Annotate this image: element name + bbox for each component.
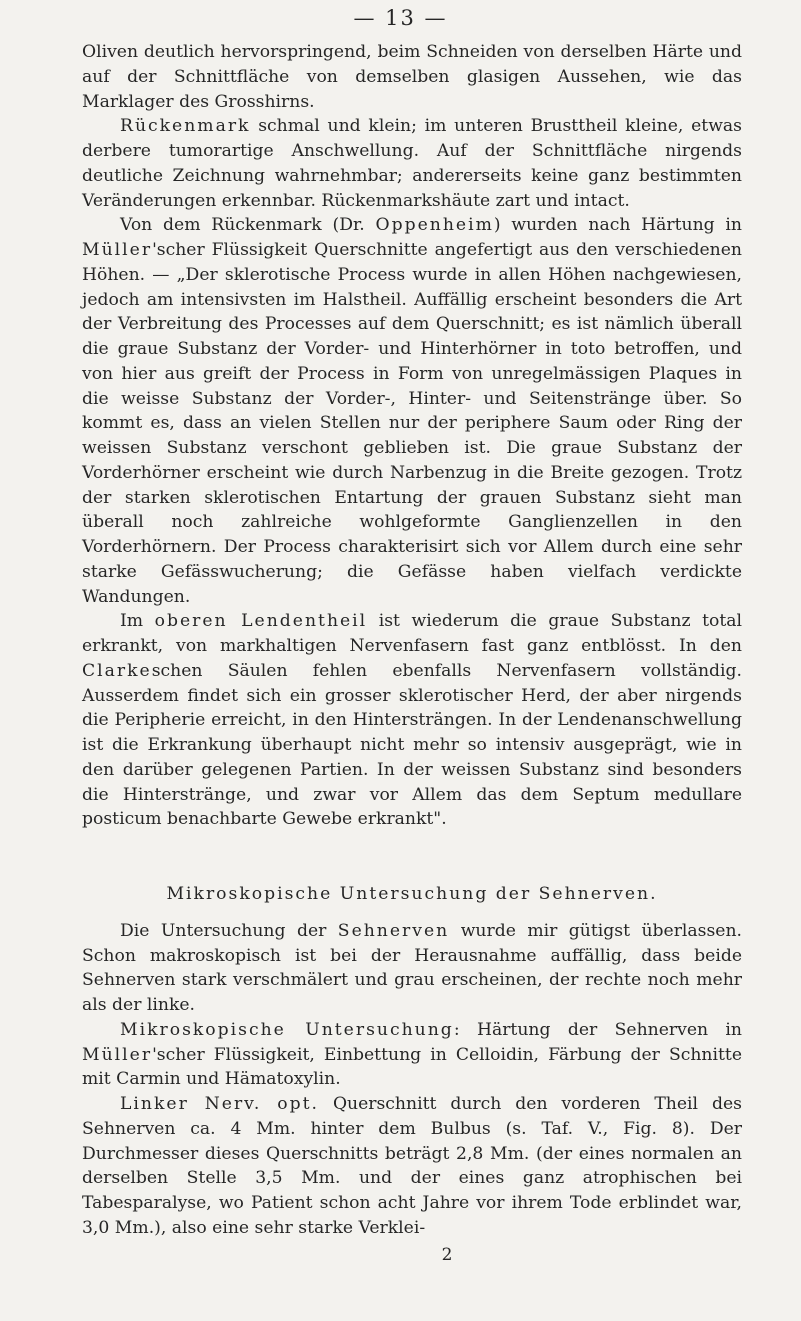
term-lendentheil: oberen Lendentheil — [154, 611, 368, 632]
page-number: — 13 — — [353, 6, 448, 30]
signature-mark: 2 — [441, 1244, 453, 1265]
body-text — [82, 40, 742, 1267]
author-oppenheim: Oppenheim — [375, 215, 494, 236]
paragraph-linker-nerv: Linker Nerv. opt. Querschnitt durch den vorderen Theil des Sehnerven ca. 4 Mm. hinter dem Bulbus (s. Taf. V., Fig. 8). Der Durchmesser dieses Querschnitts beträgt 2,8 Mm. (der eines normalen an derselben Stelle 3,5 Mm. und der eines ganz atrophischen bei Tabesparalyse, wo Patient schon acht Jahre vor ihrem Tode erblindet war, 3,0 Mm.), also eine sehr starke Verklei- — [82, 1094, 742, 1238]
paragraph-oppenheim: Von dem Rückenmark (Dr. Oppenheim) wurden nach Härtung in Müller'scher Flüssigkeit Querschnitte angefertigt aus den verschiedenen Höhen. — „Der sklerotische Process wurde in allen Höhen nachgewiesen, jedoch am intensivsten im Halstheil. Auffällig erscheint besonders die Art der Verbreitung des Processes auf dem Querschnitt; es ist nämlich überall die graue Substanz der Vorder- und Hinterhörner in toto betroffen, und von hier aus greift der Process in Form von unregelmässigen Plaques in die weisse Substanz der Vorder-, Hinter- und Seitenstränge über. So kommt es, dass an vielen Stellen nur der periphere Saum oder Ring der weissen Substanz verschont geblieben ist. Die graue Substanz der Vorderhörner erscheint wie durch Narbenzug in die Breite gezogen. Trotz der starken sklerotischen Entartung der grauen Substanz sieht man überall noch zahlreiche wohlgeformte Ganglienzellen in den Vorderhörnern. Der Process charakterisirt sich vor Allem durch eine sehr starke Gefässwucherung; die Gefässe haben vielfach verdickte Wandungen. — [82, 215, 742, 607]
author-mueller: Müller — [82, 240, 153, 260]
section-heading: Mikroskopische Untersuchung der Sehnerven. — [166, 884, 658, 904]
term-linker-nerv: Linker Nerv. opt. — [120, 1094, 319, 1114]
author-mueller-2: Müller — [82, 1044, 153, 1065]
term-mikroskopische-untersuchung: Mikroskopische Untersuchung — [120, 1019, 454, 1040]
paragraph-mikroskopische: Mikroskopische Untersuchung: Härtung der Sehnerven in Müller'scher Flüssigkeit, Einbettung in Celloidin, Färbung der Schnitte mit Carmin und Hämatoxylin. — [82, 1019, 742, 1090]
paragraph-rueckenmark: Rückenmark schmal und klein; im unteren Brusttheil kleine, etwas derbere tumorartige Anschwellung. Auf der Schnittfläche nirgends deutliche Zeichnung wahrnehmbar; andererseits keine ganz bestimmten Veränderungen erkennbar. Rückenmarkshäute zart und intact. — [82, 116, 742, 211]
term-sehnerven: Sehnerven — [337, 920, 450, 941]
paragraph-sehnerven: Die Untersuchung der Sehnerven wurde mir gütigst überlassen. Schon makroskopisch ist bei der Herausnahme auffällig, dass beide Sehnerven stark verschmälert und grau erscheinen, der rechte noch mehr als der linke. — [82, 920, 742, 1015]
term-rueckenmark: Rückenmark — [120, 116, 251, 137]
paragraph-lendentheil: Im oberen Lendentheil ist wiederum die graue Substanz total erkrankt, von markhaltigen Nervenfasern fast ganz entblösst. In den Clarkeschen Säulen fehlen ebenfalls Nervenfasern vollständig. Ausserdem findet sich ein grosser sklerotischer Herd, der aber nirgends die Peripherie erreicht, in den Hintersträngen. In der Lendenanschwellung ist die Erkrankung überhaupt nicht mehr so intensiv ausgeprägt, wie in den darüber gelegenen Partien. In der weissen Substanz sind besonders die Hinterstränge, und zwar vor Allem das dem Septum medullare posticum benachbarte Gewebe erkrankt". — [82, 611, 742, 830]
author-clarke: Clarke — [82, 660, 152, 681]
paragraph-oliven: Oliven deutlich hervorspringend, beim Schneiden von derselben Härte und auf der Schnittfläche von demselben glasigen Aussehen, wie das Marklager des Grosshirns. — [82, 42, 742, 112]
